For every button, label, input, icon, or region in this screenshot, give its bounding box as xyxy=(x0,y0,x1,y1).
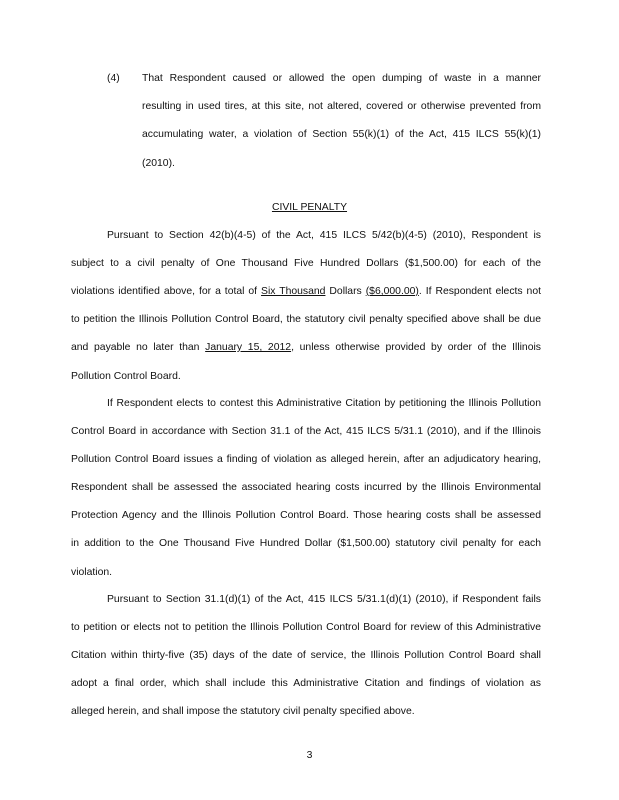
paragraph-line: Control Board in accordance with Section 31.1 of the Act, 415 ILCS 5/31.1 (2010), and if the Illinois xyxy=(71,426,541,437)
paragraph-line: adopt a final order, which shall include this Administrative Citation and findings of violation as xyxy=(71,678,541,689)
paragraph-line: to petition or elects not to petition the Illinois Pollution Control Board for review of this Administrative xyxy=(71,622,541,633)
paragraph-line: Citation within thirty-five (35) days of the date of service, the Illinois Pollution Control Board shall xyxy=(71,650,541,661)
item-line: accumulating water, a violation of Section 55(k)(1) of the Act, 415 ILCS 55(k)(1) xyxy=(142,129,541,140)
total-amount-words: Six Thousand xyxy=(261,286,326,297)
item-line: That Respondent caused or allowed the open dumping of waste in a manner xyxy=(142,73,541,84)
paragraph-line: subject to a civil penalty of One Thousand Five Hundred Dollars ($1,500.00) for each of the xyxy=(71,258,541,269)
paragraph-line: to petition the Illinois Pollution Control Board, the statutory civil penalty specified above shall be due xyxy=(71,314,541,325)
paragraph-line: violations identified above, for a total of Six Thousand Dollars ($6,000.00). If Respondent elects not xyxy=(71,286,541,297)
paragraph-line: and payable no later than January 15, 2012, unless otherwise provided by order of the Illinois xyxy=(71,342,541,353)
due-date: January 15, 2012 xyxy=(205,342,292,353)
section-heading: CIVIL PENALTY xyxy=(271,202,348,213)
paragraph-line: alleged herein, and shall impose the statutory civil penalty specified above. xyxy=(71,706,415,717)
paragraph-line: Pollution Control Board. xyxy=(71,371,181,382)
item-line: (2010). xyxy=(142,158,175,169)
paragraph-line: Protection Agency and the Illinois Pollution Control Board. Those hearing costs shall be assessed xyxy=(71,510,541,521)
item-number: (4) xyxy=(107,73,120,84)
total-amount-figure: ($6,000.00) xyxy=(365,286,419,297)
paragraph-line: Pursuant to Section 31.1(d)(1) of the Act, 415 ILCS 5/31.1(d)(1) (2010), if Respondent fails xyxy=(107,594,541,605)
paragraph-line: Respondent shall be assessed the associated hearing costs incurred by the Illinois Environmental xyxy=(71,482,541,493)
paragraph-line: Pollution Control Board issues a finding of violation as alleged herein, after an adjudicatory hearing, xyxy=(71,454,541,465)
paragraph-line: If Respondent elects to contest this Administrative Citation by petitioning the Illinois Pollution xyxy=(107,398,541,409)
paragraph-line: violation. xyxy=(71,567,113,578)
paragraph-line: Pursuant to Section 42(b)(4-5) of the Act, 415 ILCS 5/42(b)(4-5) (2010), Respondent is xyxy=(107,230,541,241)
item-line: resulting in used tires, at this site, not altered, covered or otherwise prevented from xyxy=(142,101,541,112)
page-number: 3 xyxy=(306,750,313,761)
paragraph-line: in addition to the One Thousand Five Hundred Dollar ($1,500.00) statutory civil penalty for each xyxy=(71,538,541,549)
